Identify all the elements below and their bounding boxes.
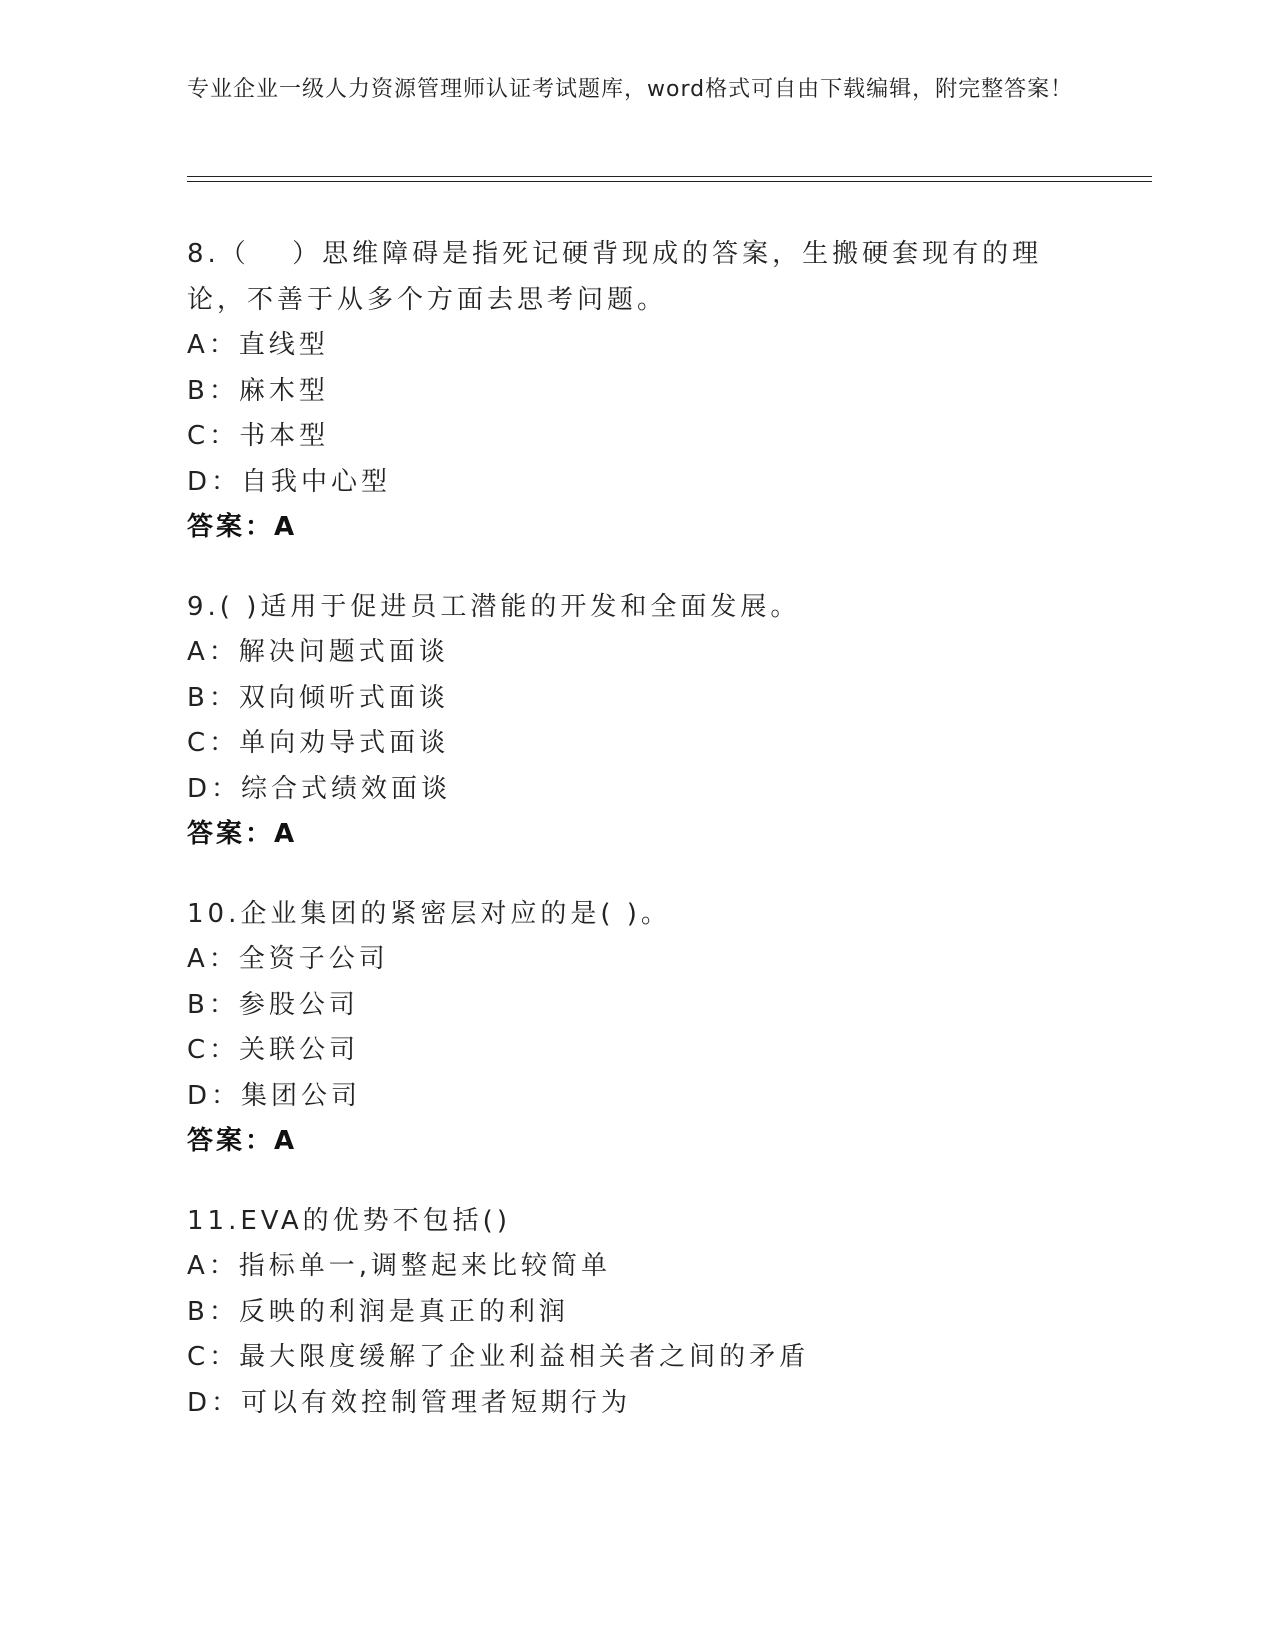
question-11: [187, 1199, 1087, 1427]
question-list: [187, 232, 1087, 1460]
question-stem: 11.EVA的优势不包括(): [187, 1205, 511, 1236]
option-d: D：自我中心型: [187, 466, 392, 497]
option-d: D：综合式绩效面谈: [187, 773, 452, 804]
option-b: B：麻木型: [187, 375, 329, 406]
option-a: A：解决问题式面谈: [187, 637, 449, 667]
option-c: C：关联公司: [187, 1035, 360, 1065]
option-b: B：双向倾听式面谈: [187, 682, 449, 713]
question-stem: 8.（ ）思维障碍是指死记硬背现成的答案，生搬硬套现有的理论，不善于从多个方面去思考问题。: [187, 239, 1043, 315]
option-b: B：反映的利润是真正的利润: [187, 1296, 569, 1327]
answer-line: 答案：A: [187, 512, 298, 542]
option-c: C：最大限度缓解了企业利益相关者之间的矛盾: [187, 1342, 810, 1372]
header-rule-top: [187, 176, 1152, 177]
answer-line: 答案：A: [187, 819, 298, 849]
header-rule-bottom: [187, 181, 1152, 182]
question-8: [187, 232, 1087, 551]
option-d: D：集团公司: [187, 1080, 362, 1111]
option-c: C：书本型: [187, 421, 330, 451]
option-a: A：全资子公司: [187, 944, 389, 974]
document-header: 专业企业一级人力资源管理师认证考试题库，word格式可自由下载编辑，附完整答案！: [187, 77, 1074, 102]
option-a: A：直线型: [187, 330, 329, 360]
question-stem: 9.( )适用于促进员工潜能的开发和全面发展。: [187, 591, 801, 622]
option-a: A：指标单一,调整起来比较简单: [187, 1251, 612, 1281]
option-c: C：单向劝导式面谈: [187, 728, 450, 758]
option-d: D：可以有效控制管理者短期行为: [187, 1387, 632, 1418]
question-9: [187, 585, 1087, 858]
question-stem: 10.企业集团的紧密层对应的是( )。: [187, 898, 671, 929]
option-b: B：参股公司: [187, 989, 359, 1020]
question-10: [187, 892, 1087, 1165]
answer-line: 答案：A: [187, 1126, 298, 1156]
